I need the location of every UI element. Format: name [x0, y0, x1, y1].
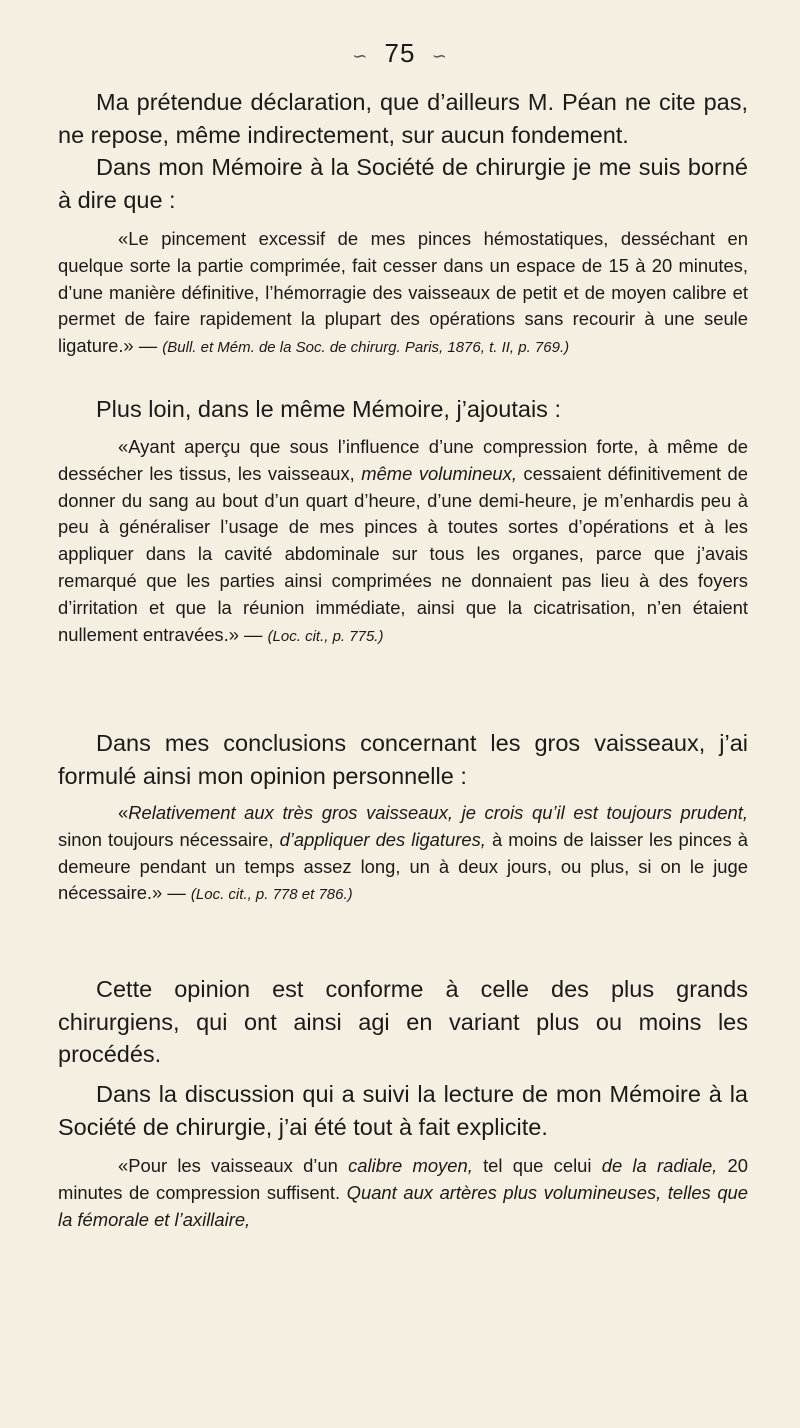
paragraph-3: [58, 393, 748, 426]
text-span: Cette opinion est conforme à celle des plus grands chirurgiens, qui ont ainsi agi en variant plus ou moins les procédés.: [58, 976, 748, 1067]
quote-text: «Le pincement excessif de mes pinces hémostatiques, desséchant en quelque sorte la partie comprimée, fait cesser dans un espace de 15 à 20 minutes, d’une manière définitive, l’hémorragie des vaisseaux de petit et de moyen calibre et permet de faire rapidement la plupart des opérations sans recourir à une seule ligature.» —: [58, 228, 748, 357]
text-span: Dans la discussion qui a suivi la lecture de mon Mémoire à la Société de chirurgie, j’ai été tout à fait explicite.: [58, 1081, 748, 1140]
emphasis: même volumineux,: [361, 462, 517, 484]
text-span: Dans mon Mémoire à la Société de chirurgie je me suis borné à dire que :: [58, 154, 748, 213]
paragraph-4: [58, 727, 748, 792]
quote-text: «Pour les vaisseaux d’un: [118, 1155, 349, 1176]
quote-text: cessaient définitivement de donner du sang au bout d’un quart d’heure, d’une demi-heure, je m’enhardis peu à peu à généraliser l’usage de mes pinces à toutes sortes d’opérations et à les appliquer dans la cavité abdominale sur tous les organes, parce que j’avais remarqué que les parties ainsi comprimées ne donnaient pas lieu à des foyers d’irritation et que la réunion immédiate, ainsi que la cicatrisation, n’en étaient nullement entravées.» —: [58, 462, 748, 645]
text-span: Dans mes conclusions concernant les gros vaisseaux, j’ai formulé ainsi mon opinion personnelle :: [58, 730, 748, 789]
page-number: 75: [384, 38, 416, 68]
quote-text: «Ayant aperçu que sous l’influence d’une compression forte, à même de dessécher les tissus, les vaisseaux,: [58, 436, 748, 484]
quote-text: sinon toujours nécessaire,: [58, 828, 280, 850]
emphasis: Quant aux artères plus volumineuses, telles que la fémorale et l’axillaire,: [58, 1181, 748, 1230]
ornament-left-icon: ∽: [352, 46, 369, 66]
quote-4: [58, 1153, 748, 1233]
quote-text: tel que celui: [472, 1155, 602, 1176]
page-header: [0, 38, 800, 69]
quote-1: [58, 226, 748, 362]
quote-3: [58, 800, 748, 909]
paragraph-2: [58, 151, 748, 216]
emphasis: calibre moyen,: [348, 1155, 473, 1176]
text-span: Ma prétendue déclaration, que d’ailleurs M. Péan ne cite pas, ne repose, même indirectement, sur aucun fondement.: [58, 89, 748, 148]
quote-text: à moins de laisser les pinces à demeure pendant un temps assez long, un à deux jours, ou plus, si on le juge nécessaire.» —: [58, 828, 748, 904]
paragraph-5: [58, 973, 748, 1071]
emphasis: Relativement aux très gros vaisseaux, je crois qu’il est toujours prudent,: [128, 802, 748, 823]
citation: (Bull. et Mém. de la Soc. de chirurg. Paris, 1876, t. II, p. 769.): [162, 339, 570, 357]
citation: (Loc. cit., p. 778 et 786.): [190, 886, 353, 904]
text-span: Plus loin, dans le même Mémoire, j’ajoutais :: [96, 396, 561, 422]
emphasis: d’appliquer des ligatures,: [279, 828, 486, 850]
emphasis: de la radiale,: [601, 1155, 718, 1176]
ornament-right-icon: ∽: [431, 46, 448, 66]
quote-text: 20 minutes de compression suffisent.: [58, 1155, 748, 1203]
citation: (Loc. cit., p. 775.): [267, 627, 384, 645]
paragraph-6: [58, 1078, 748, 1143]
quote-text: «: [118, 802, 129, 823]
paragraph-1: [58, 86, 748, 151]
quote-2: [58, 434, 748, 650]
